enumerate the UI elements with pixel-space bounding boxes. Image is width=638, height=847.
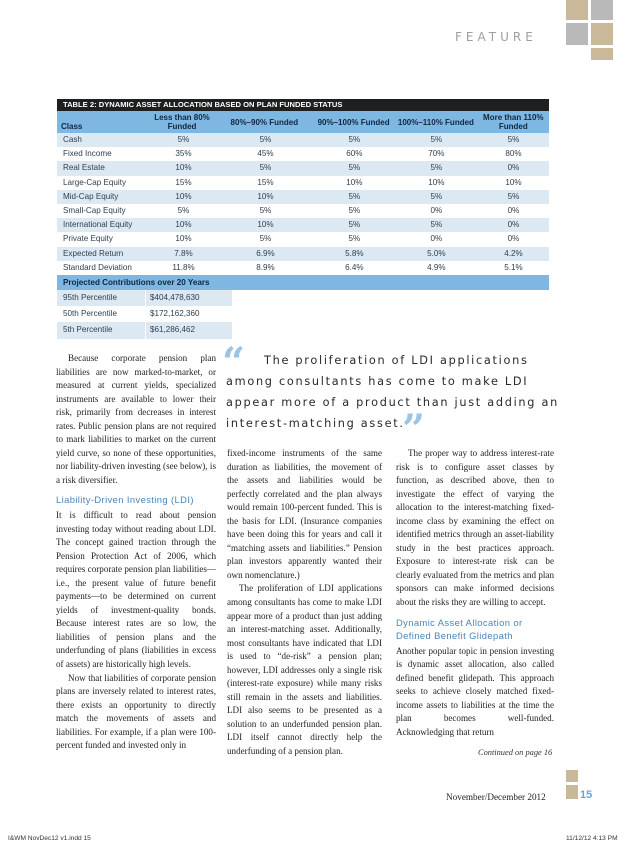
slug-left: I&WM NovDec12 v1.indd 15	[8, 835, 91, 842]
table-row	[57, 306, 549, 322]
table-cell: 6.4%	[345, 262, 364, 272]
table-cell: 5%	[430, 163, 443, 173]
paragraph: fixed-income instruments of the same duration as liabilities, the movement of the assets and liabilities would be perfectly correlated and the plan always would remain 100-percent funded. This is the basis for LDI. (Insurance companies have been doing this for years and call it “matching assets and liabilities.” Pension plan investors apparently wanted their own nomenclature.)	[227, 448, 382, 580]
table-title: TABLE 2: DYNAMIC ASSET ALLOCATION BASED ON PLAN FUNDED STATUS	[57, 99, 549, 111]
row-filler	[232, 290, 549, 306]
table-row	[57, 261, 549, 275]
square-tan	[591, 23, 613, 45]
table-cell: 10%	[257, 191, 274, 201]
paragraph: It is difficult to read about pension investing today without reading about LDI. The concept gained traction through the Pension Protection Act of 2006, which requires corporate pension plan liabilities—i.e., the present value of future benefit payments—to be determined on current yields of investment-quality bonds. Because interest rates are so low, the liabilities of pension plans and the underfunding of plans (liabilities in excess of assets) are historically high levels.	[56, 510, 216, 670]
close-quote-icon: ”	[402, 406, 426, 453]
table-row	[57, 322, 549, 338]
allocation-table	[57, 99, 549, 339]
table-cell: 5%	[430, 191, 443, 201]
table-row	[57, 204, 549, 218]
table-cell: 10%	[175, 163, 192, 173]
table-cell: 6.9%	[256, 248, 275, 258]
table-cell: $404,478,630	[150, 292, 200, 302]
table-cell: 0%	[430, 234, 443, 244]
table-cell: 4.2%	[504, 248, 523, 258]
column-2	[227, 447, 382, 759]
table-cell: 5%	[348, 205, 361, 215]
table-cell: 95th Percentile	[57, 290, 146, 306]
pull-quote	[226, 350, 566, 434]
table-cell: 10%	[175, 191, 192, 201]
column-header: 90%–100% Funded	[317, 117, 390, 127]
table-cell: 15%	[175, 177, 192, 187]
table-cell: 5%	[348, 135, 361, 144]
table-cell: 10%	[175, 220, 192, 230]
table-row	[57, 161, 549, 175]
column-header: Class	[61, 122, 83, 131]
column-3	[396, 447, 554, 739]
table-cell: 5.1%	[504, 262, 523, 272]
square-gray	[566, 23, 588, 45]
paragraph: Because corporate pension plan liabilities are now marked-to-market, or measured at current yields, specialized instruments are available to lower their risk, primarily from decreases in interest rates. Public pension plans are not required to mark liabilities to market on the current yield curve, so none of these opportunities, nor liability-driven investing (see below), is a risk diversifier.	[56, 353, 216, 485]
table-cell: 80%	[505, 149, 522, 159]
table-cell: Expected Return	[63, 248, 124, 258]
issue-date: November/December 2012	[446, 792, 546, 802]
table-cell: International Equity	[63, 220, 133, 230]
table-cell: 5%	[348, 234, 361, 244]
table-cell: $172,162,360	[150, 309, 200, 319]
table-row	[57, 247, 549, 261]
table-cell: 4.9%	[427, 262, 446, 272]
table-cell: 5.0%	[427, 248, 446, 258]
table-cell: 5%	[348, 191, 361, 201]
table-cell: 5%	[259, 135, 272, 144]
table-cell: Small-Cap Equity	[63, 205, 126, 215]
continued-note: Continued on page 16	[478, 748, 553, 757]
table-cell: 60%	[346, 149, 363, 159]
paragraph: The proper way to address interest-rate risk is to configure asset classes by function, as described above, then to investigate the effect of varying the allocation to the interest-matching fixed-income class by examining the effect on identified metrics through an asset-liability study in the best practices approach. Exposure to interest-rate risk can be clearly evaluated from the metrics and plan sponsors can make informed decisions about the risks they are willing to accept.	[396, 448, 554, 608]
table-cell: 35%	[175, 149, 192, 159]
table-cell: 5%	[430, 220, 443, 230]
table-cell: 50th Percentile	[57, 306, 146, 322]
table-cell: 10%	[175, 234, 192, 244]
footer-square	[566, 770, 578, 782]
table-cell: Large-Cap Equity	[63, 177, 126, 187]
table-row	[57, 218, 549, 232]
table-cell: 70%	[428, 149, 445, 159]
table-cell: 10%	[257, 220, 274, 230]
table-cell: 5%	[348, 163, 361, 173]
subheading: Dynamic Asset Allocation or Defined Benefit Glidepath	[396, 616, 523, 642]
table-header	[57, 111, 549, 133]
pull-quote-text: The proliferation of LDI applications among consultants has come to make LDI appear more of a product than just adding an interest-matching asset.	[226, 354, 559, 430]
table-row	[57, 190, 549, 204]
row-filler	[232, 306, 549, 322]
table-cell: 5%	[348, 220, 361, 230]
table-cell: 8.9%	[256, 262, 275, 272]
table-cell: 0%	[507, 163, 520, 173]
table-body	[57, 133, 549, 275]
slug-right: 11/12/12 4:13 PM	[566, 835, 618, 842]
table-cell: 10%	[428, 177, 445, 187]
table-cell: 5%	[259, 205, 272, 215]
table-row	[57, 232, 549, 246]
column-header: 80%–90% Funded	[230, 117, 299, 127]
table-row	[57, 176, 549, 190]
table-cell: Mid-Cap Equity	[63, 191, 119, 201]
table-cell: 11.8%	[172, 262, 195, 272]
section-label: FEATURE	[455, 30, 537, 44]
table-cell: 45%	[257, 149, 274, 159]
table-cell: Private Equity	[63, 234, 113, 244]
page-number: 15	[580, 789, 593, 801]
table-cell: 5%	[430, 135, 443, 144]
table-cell: 5%	[507, 135, 520, 144]
table-cell: Standard Deviation	[63, 262, 132, 272]
row-filler	[232, 322, 549, 338]
column-header: Less than 80% Funded	[154, 113, 210, 131]
square-tan	[591, 48, 613, 60]
table-cell: 5%	[507, 191, 520, 201]
table-cell: 5th Percentile	[57, 322, 146, 338]
projected-header: Projected Contributions over 20 Years	[57, 275, 549, 290]
footer-square	[566, 785, 578, 799]
column-1	[56, 352, 216, 753]
table-cell: 10%	[346, 177, 363, 187]
paragraph: Now that liabilities of corporate pension plans are inversely related to interest rates, there exists an opportunity to directly match the movements of assets and liabilities. For example, if a plan were 100-percent funded and invested only in	[56, 672, 216, 751]
table-cell: 15%	[257, 177, 274, 187]
table-cell: 5%	[259, 234, 272, 244]
table-cell: Fixed Income	[63, 149, 112, 159]
square-gray	[591, 0, 613, 20]
table-row	[57, 133, 549, 147]
open-quote-icon: “	[222, 339, 246, 386]
table-cell: Cash	[63, 135, 82, 144]
subheading: Liability-Driven Investing (LDI)	[56, 494, 194, 506]
table-row	[57, 290, 549, 306]
column-header: 100%–110% Funded	[397, 117, 474, 127]
projected-body	[57, 290, 549, 339]
table-cell: 5%	[259, 163, 272, 173]
paragraph: Another popular topic in pension investing is dynamic asset allocation, also called defined benefit glidepath. This approach seeks to achieve closely matched fixed-income assets to liabilities at the time the plan becomes well-funded. Acknowledging that return	[396, 645, 554, 737]
table-cell: 0%	[430, 205, 443, 215]
table-cell: 0%	[507, 234, 520, 244]
table-cell: Real Estate	[63, 163, 105, 173]
table-cell: 5.8%	[345, 248, 364, 258]
paragraph: The proliferation of LDI applications among consultants has come to make LDI appear more of a product than just adding an interest-matching asset. Additionally, most consultants have indicated that LDI is used to “de-risk” a pension plan; however, LDI addresses only a single risk (interest-rate exposure) while many risks still remain in the assets and liabilities. LDI also seems to be presented as a solution to an underfunded pension plan. LDI itself cannot directly help the underfunding of a pension plan.	[227, 583, 382, 757]
table-cell: 10%	[505, 177, 522, 187]
table-cell: 7.8%	[174, 248, 193, 258]
square-tan	[566, 0, 588, 20]
table-cell: 5%	[177, 135, 190, 144]
table-cell: 0%	[507, 205, 520, 215]
table-cell: $61,286,462	[150, 325, 196, 335]
table-cell: 0%	[507, 220, 520, 230]
table-cell: 5%	[177, 205, 190, 215]
table-row	[57, 147, 549, 161]
column-header: More than 110% Funded	[483, 113, 544, 131]
